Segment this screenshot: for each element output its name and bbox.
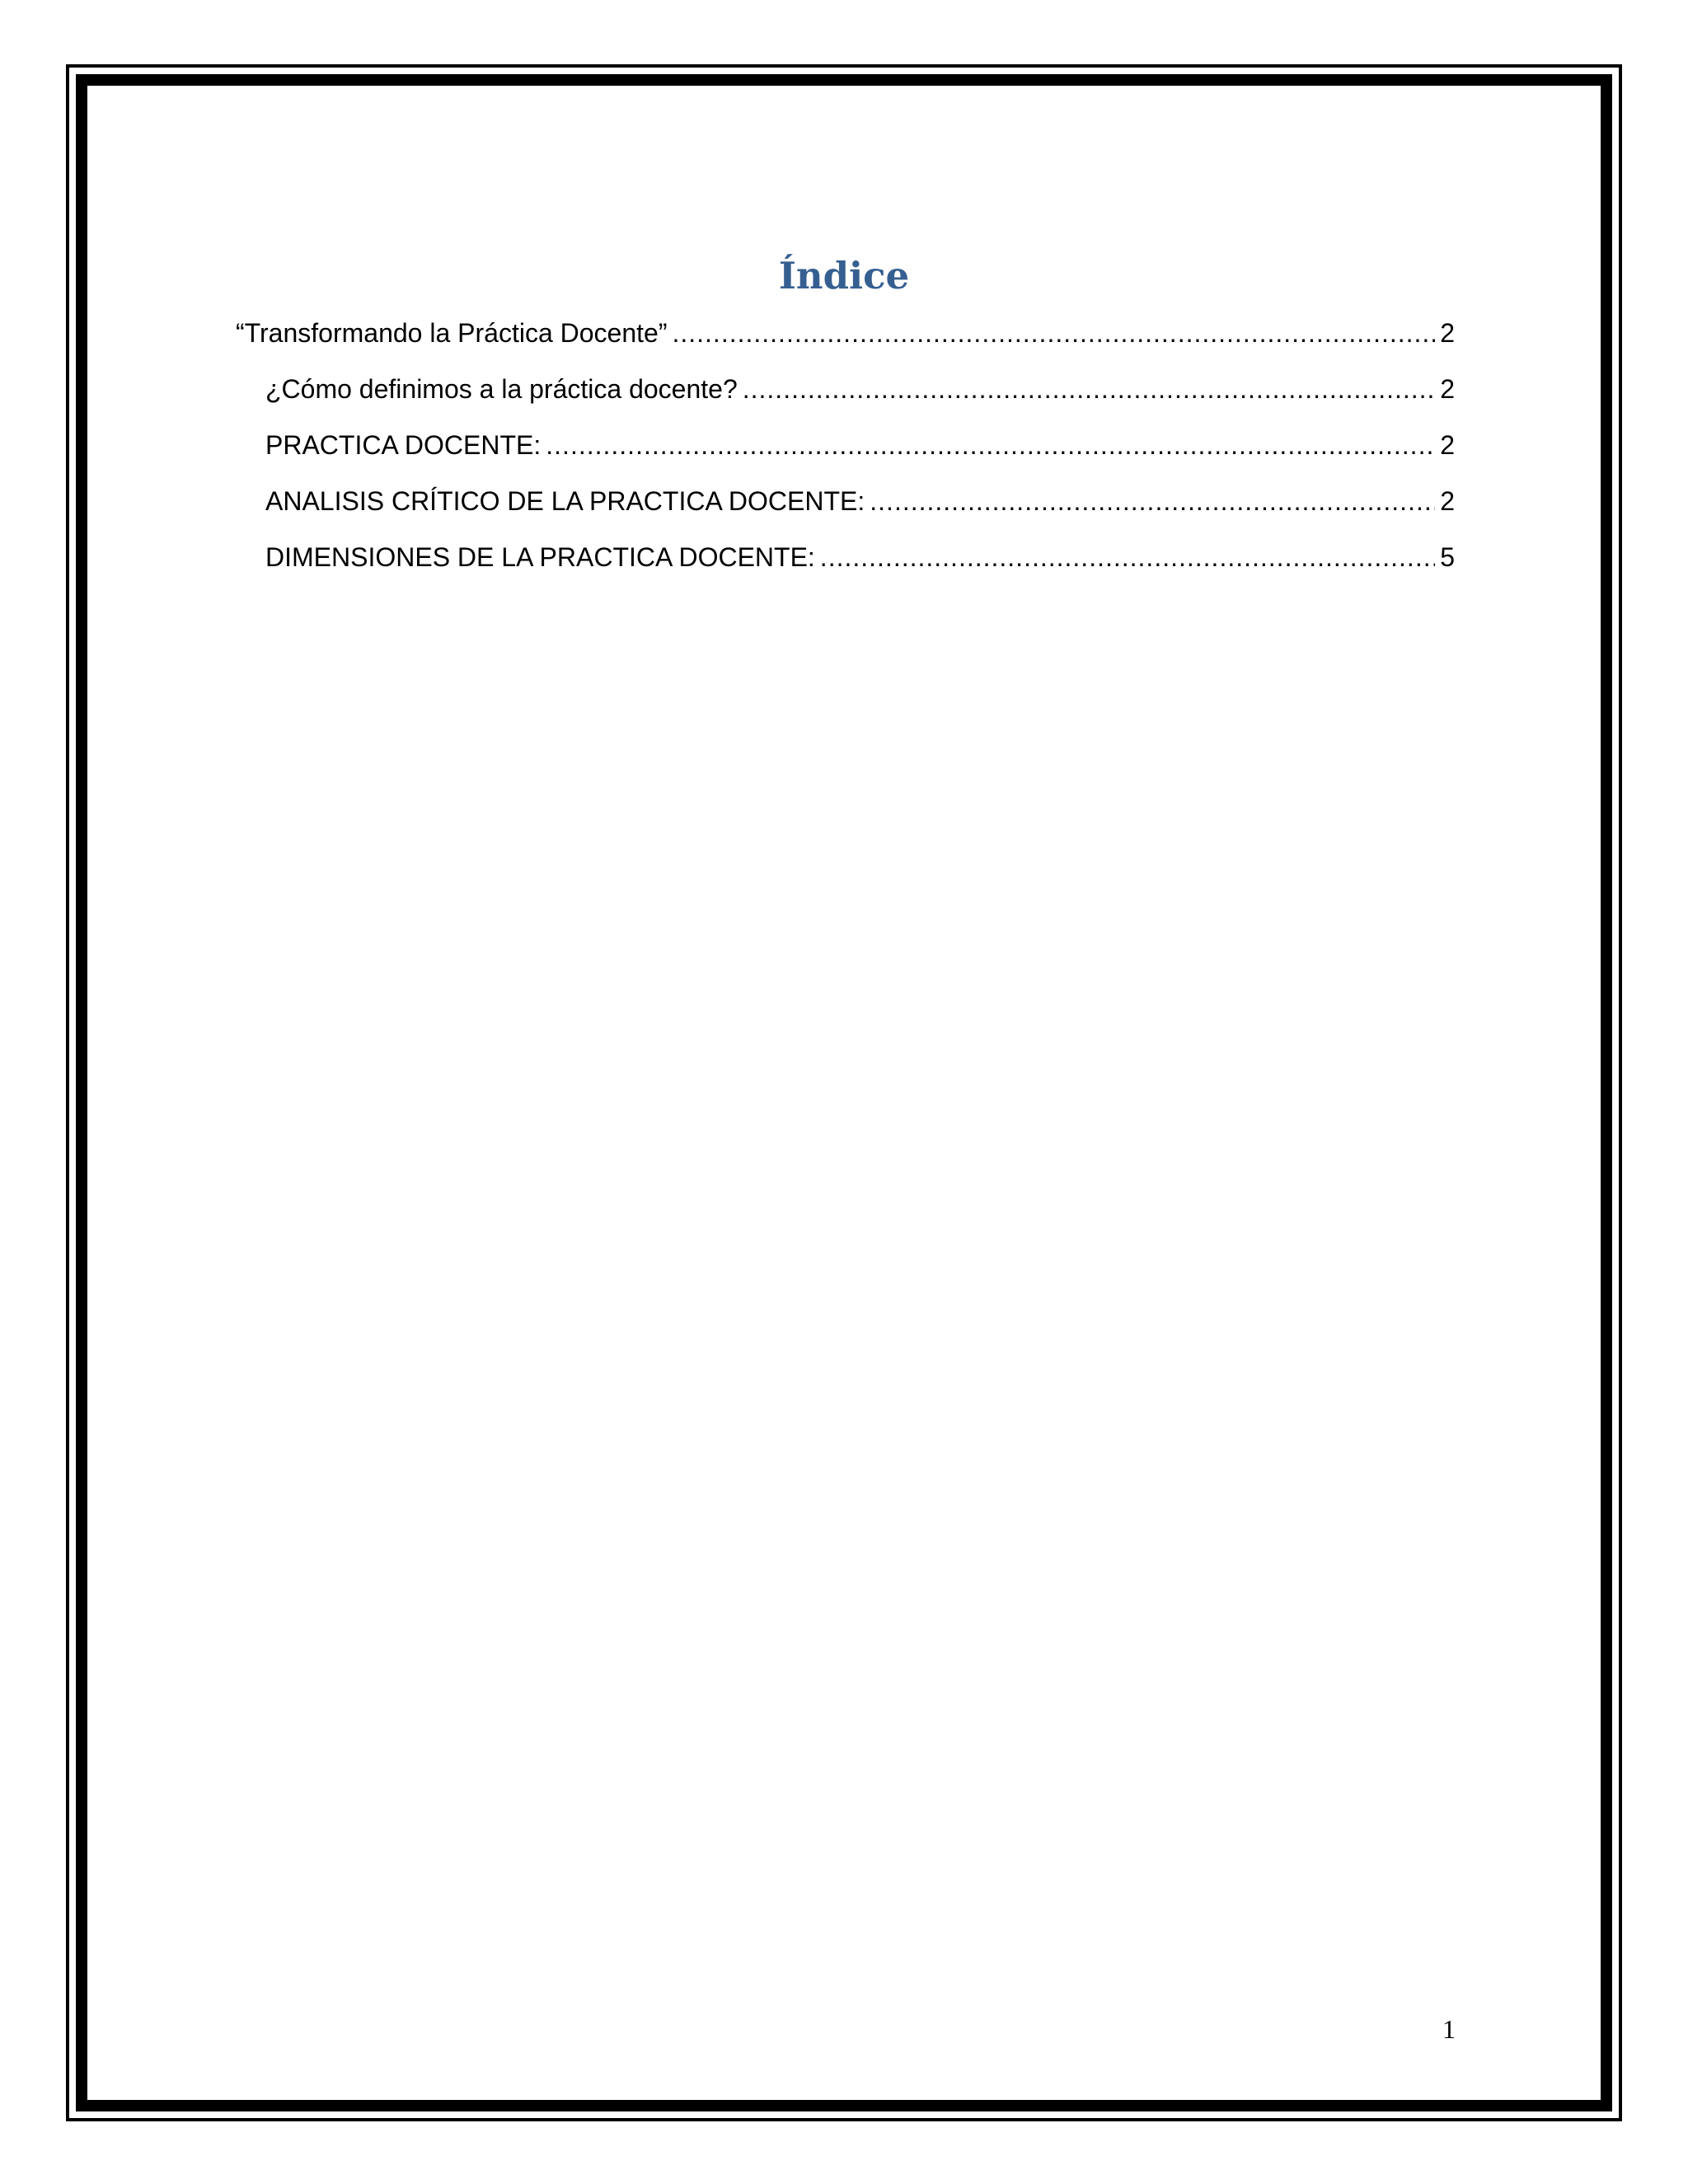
- toc-entry[interactable]: [265, 371, 1455, 407]
- toc-dot-leader: [870, 483, 1435, 519]
- toc-entry[interactable]: [236, 315, 1455, 351]
- toc-entry-page: 2: [1440, 374, 1455, 404]
- toc-entry[interactable]: [265, 483, 1455, 519]
- toc-entry-text: PRACTICA DOCENTE:: [265, 430, 542, 460]
- toc-entry-page: 2: [1440, 430, 1455, 460]
- toc-entry-page: 2: [1440, 486, 1455, 516]
- toc-dot-leader: [820, 539, 1435, 575]
- toc-dot-leader: [743, 371, 1435, 407]
- toc-entry-page: 5: [1440, 542, 1455, 572]
- toc-title: Índice: [778, 254, 910, 298]
- toc-entry-text: “Transformando la Práctica Docente”: [236, 318, 668, 348]
- toc-entry-text: DIMENSIONES DE LA PRACTICA DOCENTE:: [265, 542, 815, 572]
- toc-entry-text: ANALISIS CRÍTICO DE LA PRACTICA DOCENTE:: [265, 486, 865, 516]
- toc-dot-leader: [672, 315, 1435, 351]
- toc-dot-leader: [546, 427, 1435, 463]
- toc-entry-page: 2: [1440, 318, 1455, 348]
- toc-entry[interactable]: [265, 427, 1455, 463]
- page-number: 1: [1442, 2014, 1456, 2044]
- toc-entry-text: ¿Cómo definimos a la práctica docente?: [265, 374, 738, 404]
- toc-entry[interactable]: [265, 539, 1455, 575]
